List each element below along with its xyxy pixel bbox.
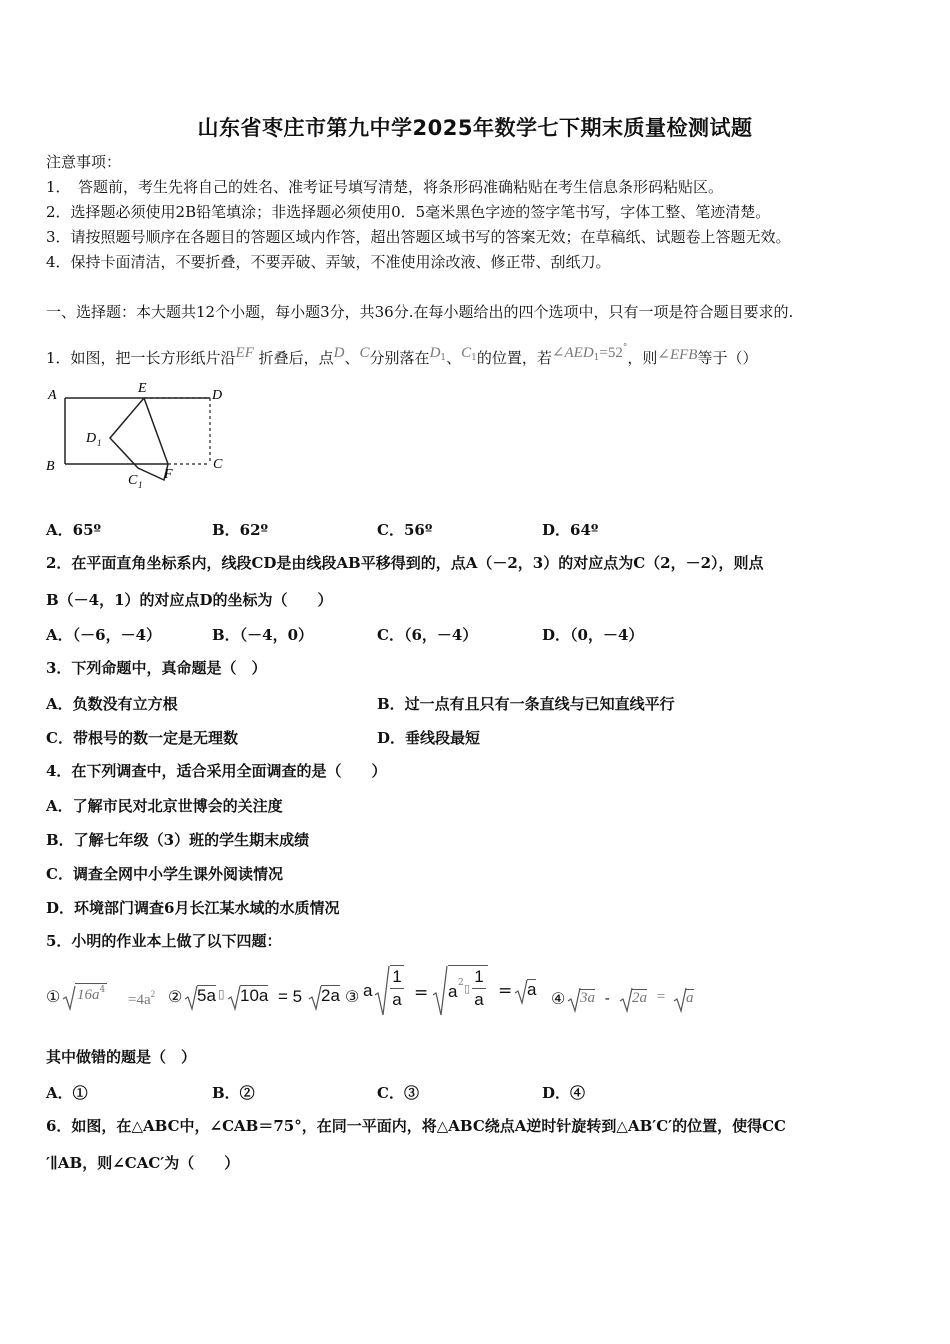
fig-label-c1: C [128,473,138,488]
formula-3-frac [390,965,404,1011]
frac-den: a [392,990,402,1009]
inner-frac [472,966,486,1011]
q1-text: 1．如图，把一长方形纸片沿 [46,349,236,367]
formula-3-eq: = [414,983,429,1003]
fig-label-a: A [48,388,57,403]
q1-option-b[interactable]: B．62º [212,521,269,539]
formula-4-minus: - [600,989,615,1007]
q1-angle2: ∠EFB [657,347,698,363]
notice-item: 2．选择题必须使用2B铅笔填涂；非选择题必须使用0．5毫米黑色字迹的签字笔书写，字体工整、笔迹清楚。 [46,203,771,221]
radical-sign [308,985,322,1011]
formula-1-result [128,989,155,1009]
q1-ef: EF [235,345,254,361]
q1-d: D [333,345,345,361]
question-6-line2: ′∥AB，则∠CAC′为（ ） [46,1154,240,1172]
page-title: 山东省枣庄市第九中学2025年数学七下期末质量检测试题 [197,116,753,140]
formula-4-r2: 2a [632,990,647,1006]
fig-folded [110,398,168,480]
question-2-line1: 2．在平面直角坐标系内，线段CD是由线段AB平移得到的，点A（－2，3）的对应点为C（2，－2），则点 [46,554,764,572]
q1-sub: 1 [471,353,477,363]
q1-angle: ∠AED [551,345,594,361]
notice-item: 1． 答题前，考生先将自己的姓名、准考证号填写清楚，将条形码准确粘贴在考生信息条形码粘贴区。 [46,178,724,196]
formula-4-eq: = [653,989,666,1005]
radical-sign [673,987,687,1013]
fig-label-d1-sub: 1 [97,438,102,448]
radical-sign [227,985,241,1011]
q1-sub: 1 [593,353,600,363]
formula-4-result: a [686,990,694,1006]
fig-label-f: F [164,467,173,482]
radical-sign [62,985,76,1011]
frac-num: 1 [390,966,404,989]
question-3-stem: 3．下列命题中，真命题是（ ） [46,659,267,677]
q1-eq: =52 [599,345,623,361]
q1-d1: D [429,345,441,361]
a3b: a [448,982,458,1001]
fig-label-c1-sub: 1 [138,480,143,490]
formula-4-r1: 3a [580,990,595,1006]
q2-option-a[interactable]: A．（－6，－4） [46,626,162,644]
radical-sign [432,965,448,1017]
q1-text: ，则 [627,349,658,367]
q4-option-d[interactable]: D．环境部门调查6月长江某水域的水质情况 [46,899,340,917]
q1-c1: C [461,345,472,361]
fig-label-d: D [212,388,223,403]
q4-option-b[interactable]: B．了解七年级（3）班的学生期末成绩 [46,831,310,849]
q1-text: 折叠后，点 [258,349,334,367]
formula-2-r1: 5a [197,986,216,1005]
q3-option-d[interactable]: D．垂线段最短 [377,729,481,747]
q2-option-d[interactable]: D．（0，－4） [542,626,644,644]
q1-text: 等于（） [697,349,758,367]
r1: 16a [77,987,100,1003]
notice-item: 4．保持卡面清洁，不要折叠，不要弄破、弄皱，不准使用涂改液、修正带、刮纸刀。 [46,253,611,271]
e1: =4a [128,992,151,1008]
e1-exp: 2 [150,989,156,999]
q1-figure [40,378,240,498]
a3b-exp: 2 [458,978,464,988]
q5-option-a[interactable]: A．① [46,1084,88,1102]
q1-c: C [359,345,370,361]
dot2: ▯ [464,982,471,995]
q1-sep: 、 [446,349,462,367]
frac-num: 1 [472,966,486,989]
question-6-line1: 6．如图，在△ABC中，∠CAB＝75°，在同一平面内，将△ABC绕点A逆时针旋转到△AB′C′的位置，使得CC [46,1117,786,1135]
formula-2-num: ② [168,987,183,1006]
formula-1-num: ① [46,987,61,1006]
formula-4-num: ④ [551,989,566,1008]
formula-1-radicand [75,983,107,1004]
q5-option-d[interactable]: D．④ [542,1084,586,1102]
notice-item: 3．请按照题号顺序在各题目的答题区域内作答，超出答题区域书写的答案无效；在草稿纸、试题卷上答题无效。 [46,228,791,246]
q1-deg: ° [622,343,628,353]
fig-label-b: B [46,459,55,474]
dot: ▯ [218,987,225,1001]
formula-3-result: a [527,980,537,999]
q4-option-c[interactable]: C．调查全网中小学生课外阅读情况 [46,865,283,883]
q5-formulas [46,963,766,1023]
q4-option-a[interactable]: A．了解市民对北京世博会的关注度 [46,797,283,815]
fig-label-c: C [213,457,223,472]
question-5-stem: 5．小明的作业本上做了以下四题： [46,932,282,950]
question-2-line2: B（－4，1）的对应点D的坐标为（ ） [46,591,333,609]
radical-sign [514,979,528,1005]
q1-text: 的位置，若 [476,349,552,367]
q5-option-b[interactable]: B．② [212,1084,255,1102]
radical-sign [619,987,633,1013]
notice-heading: 注意事项： [46,153,122,171]
fig-label-e: E [138,381,147,396]
r1-exp: 4 [99,985,106,995]
section-heading: 一、选择题：本大题共12个小题，每小题3分，共36分.在每小题给出的四个选项中，只有一项是符合题目要求的. [46,303,794,321]
q1-sub: 1 [440,353,447,363]
q3-option-c[interactable]: C．带根号的数一定是无理数 [46,729,238,747]
q1-sep: 、 [344,349,360,367]
formula-3-eq2: = [498,981,518,1001]
question-5-tail: 其中做错的题是（ ） [46,1048,197,1066]
q5-option-c[interactable]: C．③ [377,1084,419,1102]
formula-2-r2: 10a [240,986,269,1005]
formula-2-r3: 2a [321,986,340,1005]
q3-option-b[interactable]: B．过一点有且只有一条直线与已知直线平行 [377,695,675,713]
q3-option-a[interactable]: A．负数没有立方根 [46,695,178,713]
q2-option-c[interactable]: C．（6，－4） [377,626,478,644]
question-4-stem: 4．在下列调查中，适合采用全面调查的是（ ） [46,762,387,780]
frac-den: a [474,990,484,1009]
formula-3-a: a [363,981,373,1000]
fig-label-d1: D [86,431,97,446]
q1-option-a[interactable]: A．65º [46,521,102,539]
q1-text: 分别落在 [369,349,430,367]
formula-2-eq: = 5 [278,987,303,1006]
radical-sign [184,985,198,1011]
q1-option-d[interactable]: D．64º [542,521,599,539]
formula-3-num: ③ [345,987,360,1006]
radical-sign [374,965,390,1017]
q2-option-b[interactable]: B．（－4，0） [212,626,314,644]
question-1-stem [46,338,757,368]
q1-option-c[interactable]: C．56º [377,521,433,539]
radical-sign [567,987,581,1013]
formula-3-radicand [448,965,488,1014]
